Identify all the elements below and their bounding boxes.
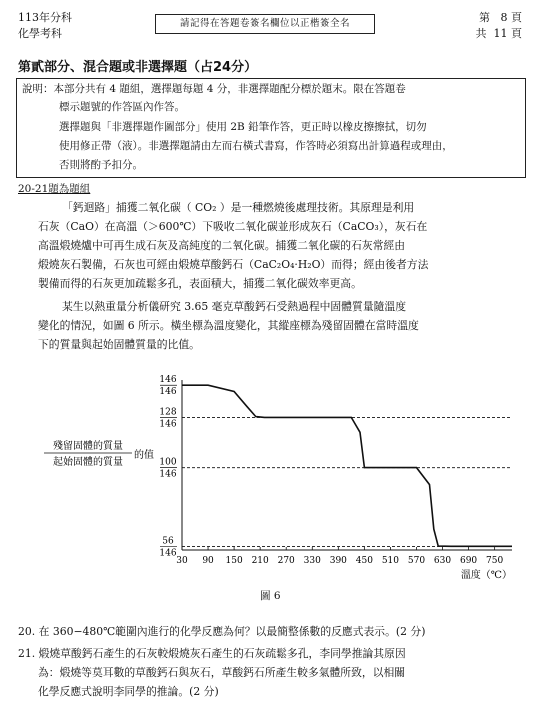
ytick-denominator: 146 xyxy=(159,548,177,559)
ytick-numerator: 100 xyxy=(159,457,177,468)
passage-line: 製備而得的石灰更加疏鬆多孔，表面積大，捕獲二氧化碳效率更高。 xyxy=(38,277,362,290)
ytick-denominator: 146 xyxy=(159,469,177,480)
exam-subject-name: 化學考科 xyxy=(18,27,62,40)
question-21-line3: 化學反應式說明李同學的推論。(2 分) xyxy=(38,685,219,698)
thermogravimetric-chart xyxy=(0,360,544,585)
section-title: 第貳部分、混合題或非選擇題（占24分） xyxy=(18,60,258,75)
page-number: 第 8 頁 共 11 頁 xyxy=(475,11,522,40)
question-text: 煅燒草酸鈣石產生的石灰較煅燒灰石產生的石灰疏鬆多孔，李同學推論其原因 xyxy=(38,647,406,660)
figure-caption: 圖 6 xyxy=(260,590,281,602)
instruction-line: 否則將酌予扣分。 xyxy=(59,159,143,171)
exam-year: 113年分科 xyxy=(18,11,72,24)
xtick-label: 210 xyxy=(251,556,269,566)
passage-line: 煅燒灰石製備，石灰也可經由煅燒草酸鈣石（CaC₂O₄·H₂O）而得；經由後者方法 xyxy=(38,258,429,271)
xtick-label: 90 xyxy=(202,556,214,566)
ytick-denominator: 146 xyxy=(159,419,177,430)
instruction-line: 選擇題與「非選擇題作圖部分」使用 2B 鉛筆作答，更正時以橡皮擦擦拭，切勿 xyxy=(59,121,427,133)
passage-line: 下的質量與起始固體質量的比值。 xyxy=(38,338,200,351)
question-20 xyxy=(18,623,425,641)
question-group-title: 20-21題為題組 xyxy=(18,183,91,195)
xtick-label: 330 xyxy=(303,556,321,566)
passage-line: 高溫煅燒爐中可再生成石灰及高純度的二氧化碳。捕獲二氧化碳的石灰常經由 xyxy=(38,239,406,252)
ytick-numerator: 146 xyxy=(159,375,177,386)
ytick-numerator: 56 xyxy=(162,536,174,547)
xtick-label: 270 xyxy=(277,556,295,566)
instruction-line: 說明：本部分共有 4 題組，選擇題每題 4 分，非選擇題配分標於題末。限在答題卷 xyxy=(22,83,406,95)
ylabel-suffix: 的值 xyxy=(134,450,154,461)
question-number: 20. xyxy=(18,625,36,638)
question-21 xyxy=(18,645,406,663)
ylabel-denominator: 起始固體的質量 xyxy=(53,457,123,468)
xtick-label: 450 xyxy=(355,556,373,566)
ylabel-numerator: 殘留固體的質量 xyxy=(53,441,123,452)
passage-line: 變化的情況，如圖 6 所示。橫坐標為溫度變化，其縱座標為殘留固體在當時溫度 xyxy=(38,319,419,332)
instruction-box xyxy=(16,78,526,178)
mass-ratio-curve xyxy=(182,385,512,546)
passage-line: 「鈣迴路」捕獲二氧化碳（ CO₂ ）是一種燃燒後處理技術。其原理是利用 xyxy=(62,201,415,214)
passage-line: 某生以熱重量分析儀研究 3.65 毫克草酸鈣石受熱過程中固體質量隨溫度 xyxy=(62,300,407,313)
ytick-numerator: 128 xyxy=(159,407,177,418)
xlabel: 溫度（℃） xyxy=(460,570,512,581)
xtick-label: 570 xyxy=(407,556,426,566)
xtick-label: 690 xyxy=(459,556,478,566)
passage-line: 石灰（CaO）在高溫（＞600℃）下吸收二氧化碳並形成灰石（CaCO₃），灰石在 xyxy=(38,220,428,233)
xtick-label: 390 xyxy=(329,556,347,566)
question-21-line2: 為：煅燒等莫耳數的草酸鈣石與灰石，草酸鈣石所產生較多氣體所致，以相關 xyxy=(38,666,406,679)
question-text: 在 360−480℃範圍內進行的化學反應為何？以最簡整係數的反應式表示。(2 分) xyxy=(38,625,426,638)
ytick-denominator: 146 xyxy=(159,387,177,398)
xtick-label: 750 xyxy=(486,556,504,566)
xtick-label: 630 xyxy=(433,556,452,566)
question-number: 21. xyxy=(18,647,36,660)
exam-subject xyxy=(18,10,72,42)
xtick-label: 510 xyxy=(381,556,400,566)
instruction-line: 使用修正帶（液）。非選擇題請由左而右橫式書寫，作答時必須寫出計算過程或理由， xyxy=(59,140,453,152)
xtick-label: 30 xyxy=(176,556,188,566)
xtick-label: 150 xyxy=(225,556,243,566)
signature-notice: 請記得在答題卷簽名欄位以正楷簽全名 xyxy=(155,14,375,34)
instruction-line: 標示題號的作答區內作答。 xyxy=(59,101,185,113)
